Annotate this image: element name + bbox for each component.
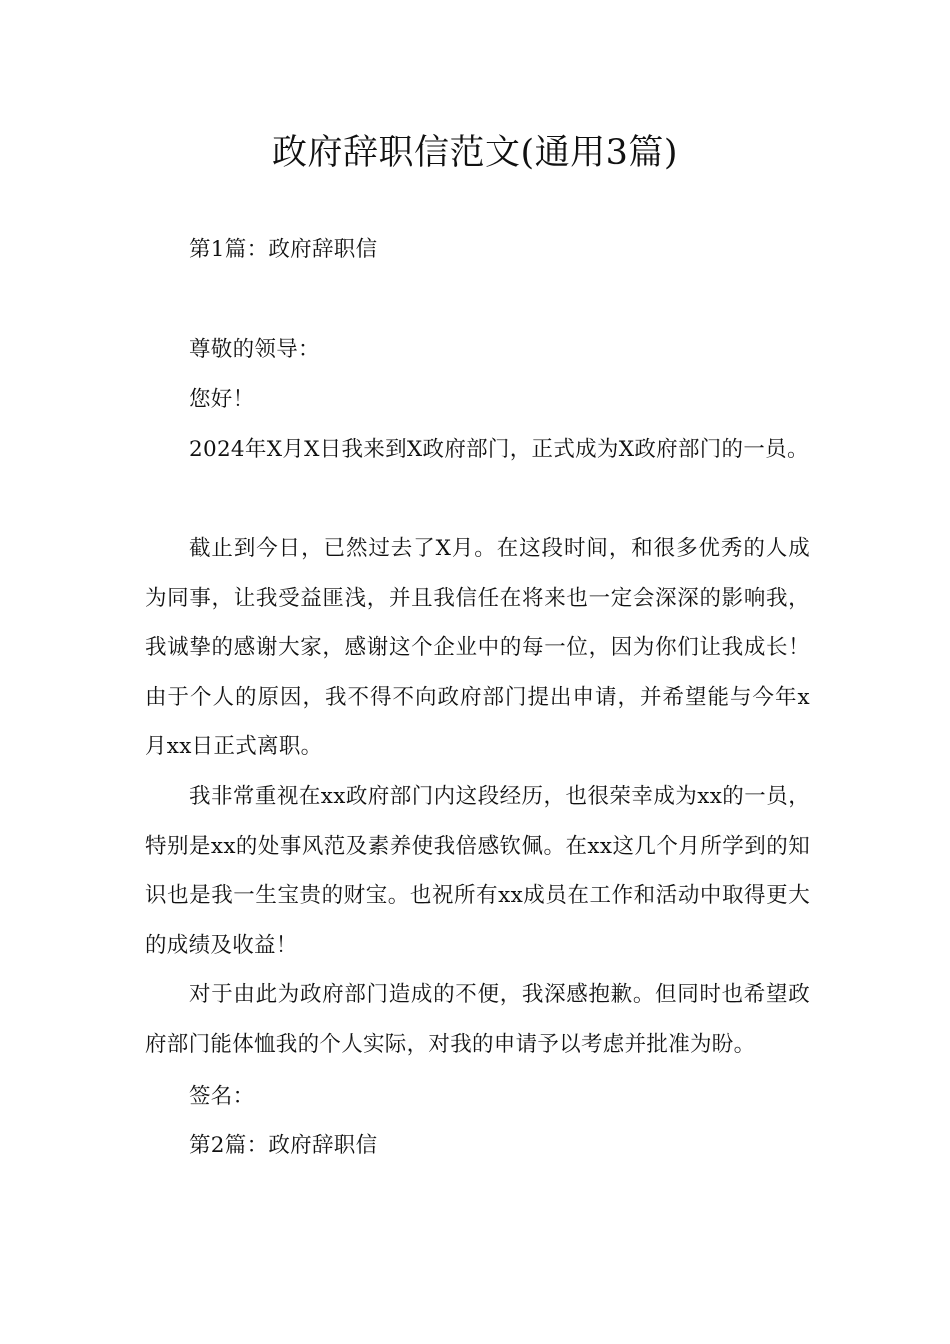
section-2-heading: 第2篇：政府辞职信 (189, 1133, 378, 1158)
paragraph-1: 2024年X月X日我来到X政府部门，正式成为X政府部门的一员。 (189, 437, 809, 462)
paragraph-2: 截止到今日，已然过去了X月。在这段时间，和很多优秀的人成为同事，让我受益匪浅，并且我信任在将来也一定会深深的影响我，我诚挚的感谢大家，感谢这个企业中的每一位，因为你们让我成长！由于个人的原因，我不得不向政府部门提出申请，并希望能与今年x月xx日正式离职。 (145, 536, 810, 760)
paragraph-3: 我非常重视在xx政府部门内这段经历，也很荣幸成为xx的一员，特别是xx的处事风范及素养使我倍感钦佩。在xx这几个月所学到的知识也是我一生宝贵的财宝。也祝所有xx成员在工作和活动中取得更大的成绩及收益！ (145, 784, 810, 958)
salutation: 尊敬的领导： (189, 337, 320, 362)
document-title: 政府辞职信范文(通用3篇) (271, 133, 679, 173)
section-1-heading: 第1篇：政府辞职信 (189, 237, 378, 262)
greeting: 您好！ (189, 387, 255, 412)
paragraph-4: 对于由此为政府部门造成的不便，我深感抱歉。但同时也希望政府部门能体恤我的个人实际，对我的申请予以考虑并批准为盼。 (145, 982, 810, 1057)
signature-line: 签名： (189, 1084, 255, 1109)
